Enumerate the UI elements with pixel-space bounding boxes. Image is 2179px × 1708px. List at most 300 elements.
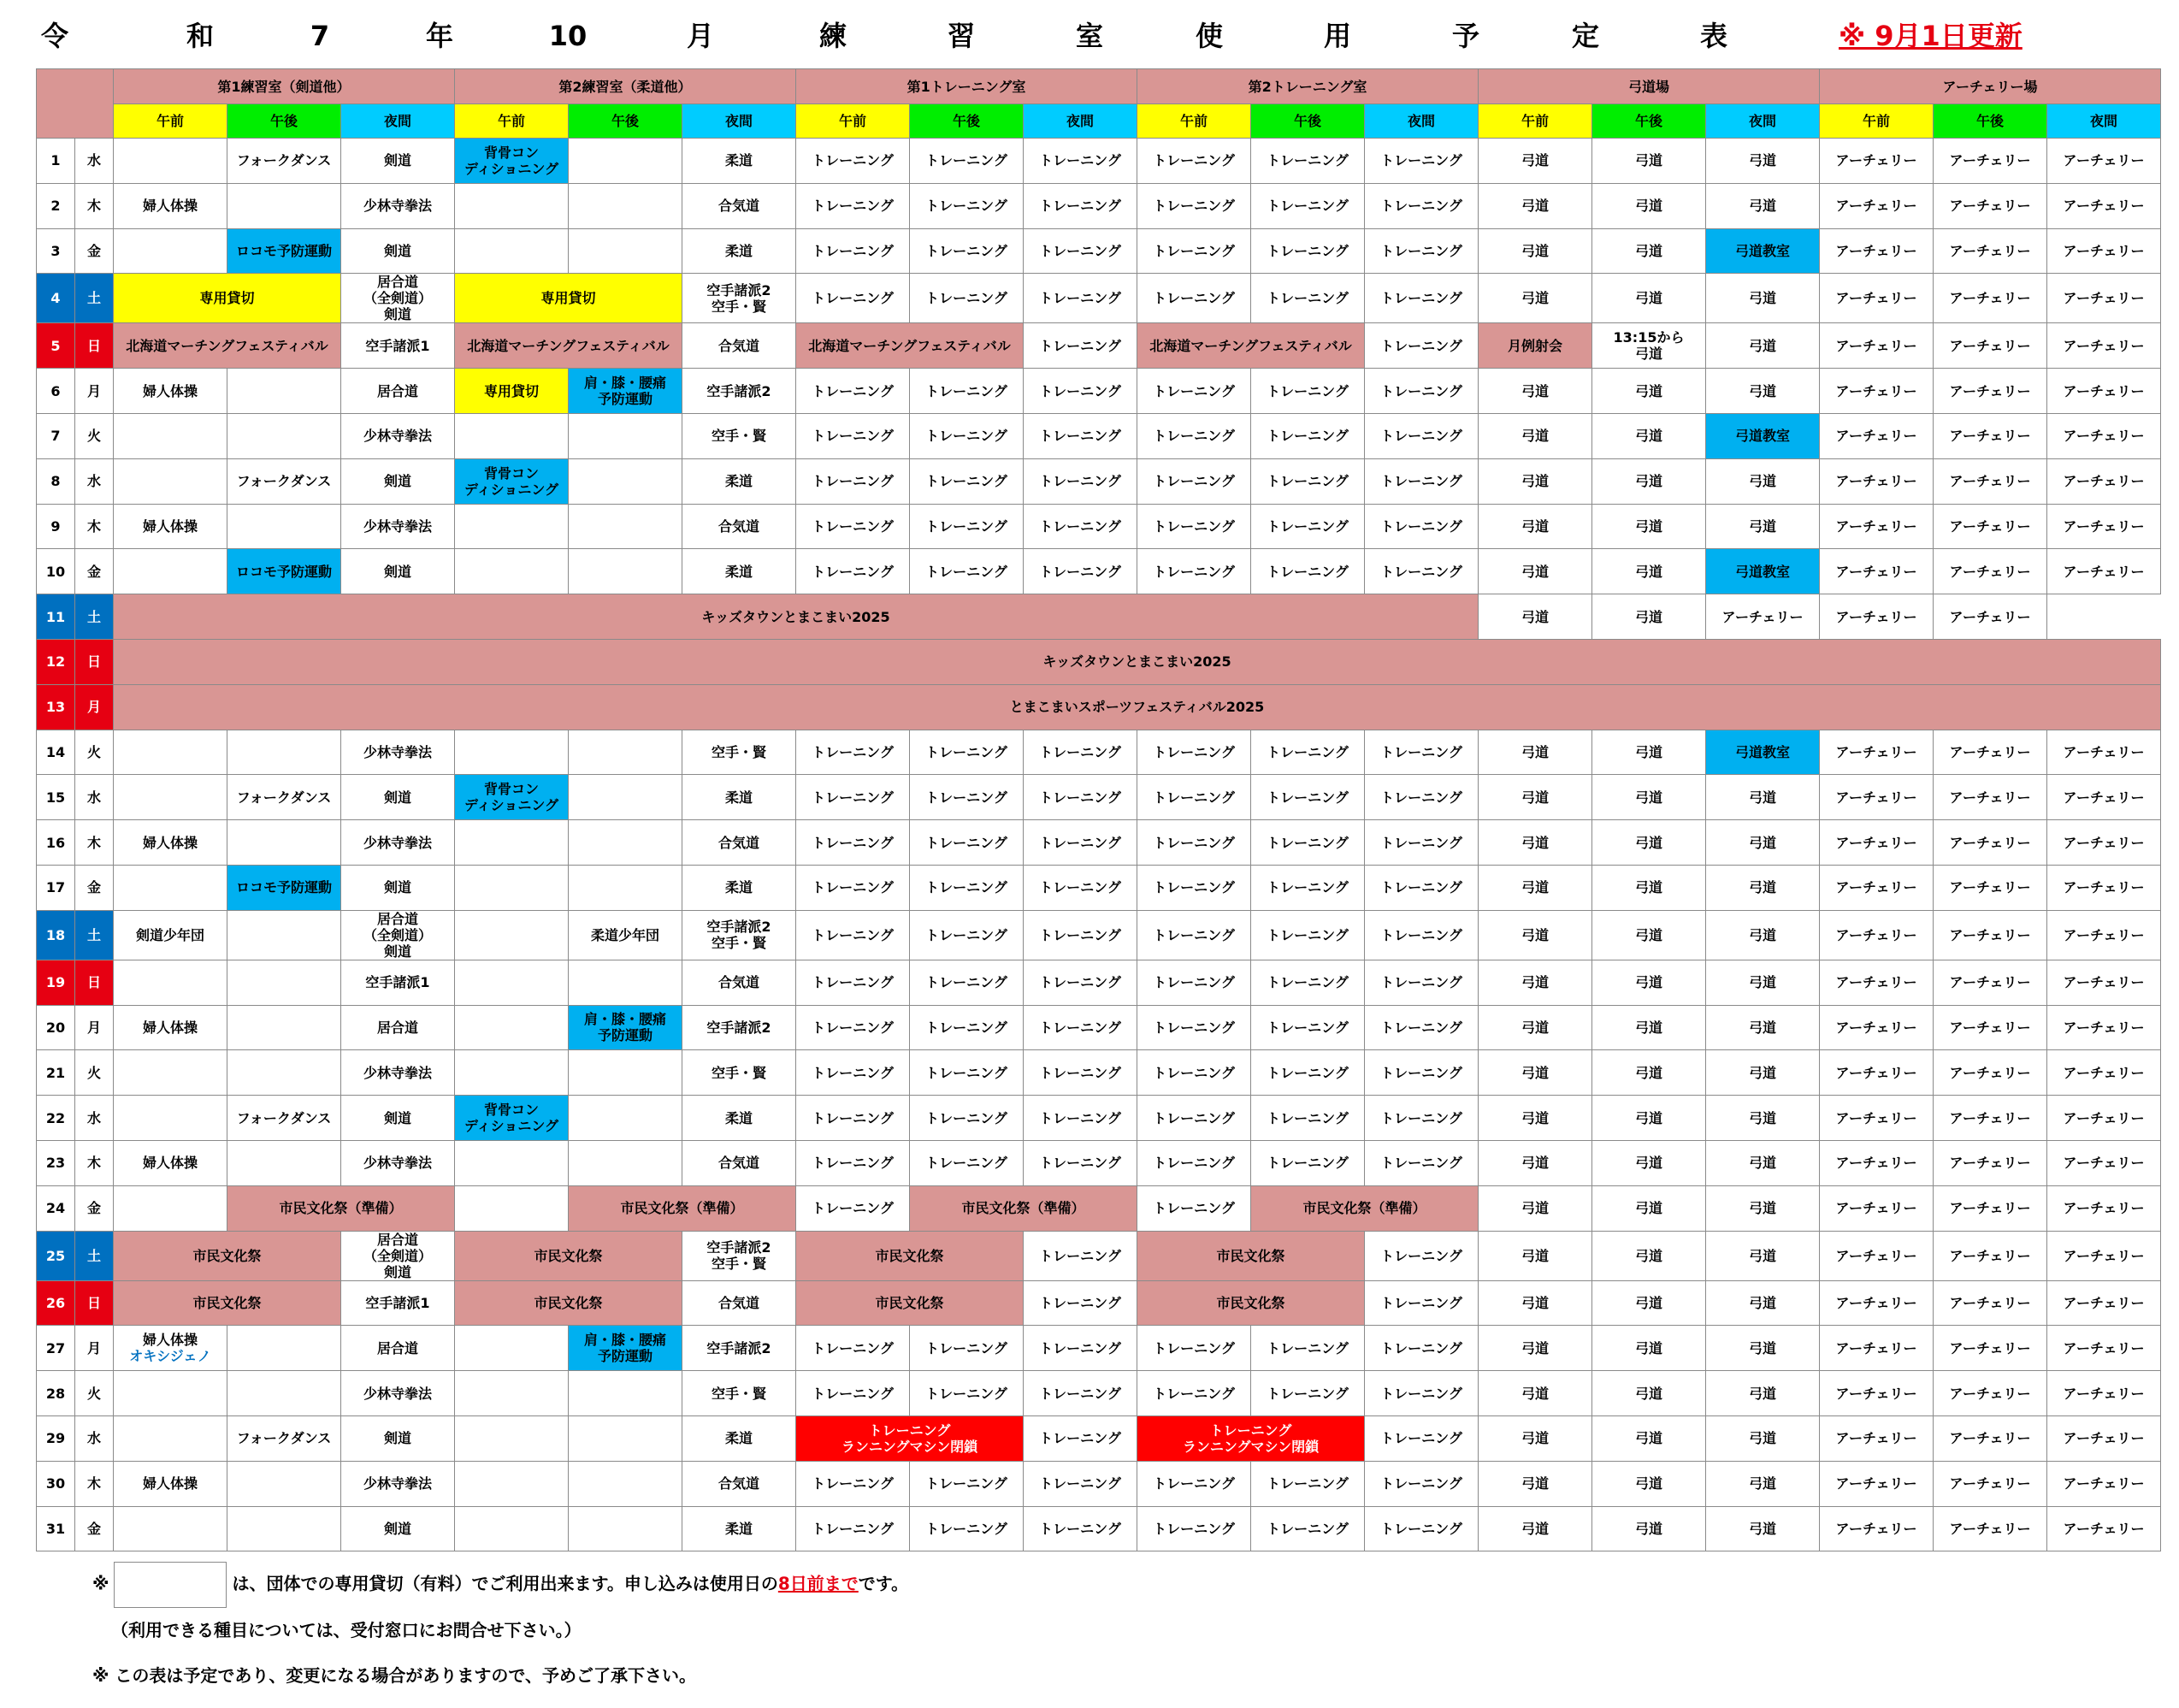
schedule-cell: トレーニング <box>1024 228 1137 274</box>
schedule-cell: 弓道 <box>1592 549 1706 594</box>
schedule-cell <box>114 1050 227 1096</box>
schedule-cell: トレーニング <box>1137 910 1251 960</box>
schedule-cell: トレーニング <box>1024 1280 1137 1326</box>
schedule-cell: 合気道 <box>682 323 796 369</box>
schedule-cell <box>455 228 569 274</box>
schedule-cell: 剣道少年団 <box>114 910 227 960</box>
period-header: 午前 <box>1479 104 1592 139</box>
table-row <box>37 1231 2161 1280</box>
table-row <box>37 1005 2161 1050</box>
table-row <box>37 369 2161 414</box>
schedule-cell: トレーニング <box>1365 323 1479 369</box>
schedule-cell: トレーニング <box>1024 1461 1137 1506</box>
date-cell: 7 <box>37 413 75 458</box>
schedule-cell <box>114 228 227 274</box>
schedule-cell: トレーニング <box>1365 228 1479 274</box>
weekday-cell: 金 <box>75 549 114 594</box>
schedule-cell: アーチェリー <box>2047 1506 2161 1551</box>
schedule-cell: トレーニング <box>1251 139 1365 184</box>
schedule-cell: 北海道マーチングフェスティバル <box>796 323 1024 369</box>
schedule-cell: アーチェリー <box>2047 549 2161 594</box>
schedule-cell: 居合道 （全剣道） 剣道 <box>341 910 455 960</box>
schedule-cell: トレーニング <box>1365 1280 1479 1326</box>
schedule-cell: 弓道 <box>1592 1231 1706 1280</box>
schedule-cell: トレーニング <box>1251 458 1365 504</box>
schedule-cell: トレーニング <box>796 274 910 323</box>
schedule-cell: 弓道 <box>1479 1050 1592 1096</box>
weekday-cell: 土 <box>75 594 114 640</box>
weekday-cell: 金 <box>75 1506 114 1551</box>
schedule-cell: 居合道 （全剣道） 剣道 <box>341 1231 455 1280</box>
schedule-cell: 弓道 <box>1706 1231 1820 1280</box>
schedule-cell: トレーニング <box>1365 1005 1479 1050</box>
schedule-cell: アーチェリー <box>1820 1231 1934 1280</box>
schedule-cell: トレーニング <box>796 1050 910 1096</box>
schedule-cell: アーチェリー <box>2047 1231 2161 1280</box>
table-row <box>37 458 2161 504</box>
schedule-cell: トレーニング <box>910 865 1024 910</box>
schedule-cell: 弓道 <box>1706 1050 1820 1096</box>
schedule-cell: トレーニング <box>796 228 910 274</box>
schedule-cell: 弓道 <box>1479 504 1592 549</box>
schedule-cell: トレーニング <box>1365 1415 1479 1461</box>
period-header: 夜間 <box>1024 104 1137 139</box>
schedule-cell: トレーニング <box>1365 458 1479 504</box>
weekday-cell: 水 <box>75 775 114 820</box>
schedule-cell: トレーニング <box>1365 1461 1479 1506</box>
schedule-cell <box>455 1415 569 1461</box>
schedule-cell: トレーニング <box>1251 1005 1365 1050</box>
schedule-cell <box>455 730 569 775</box>
schedule-cell: トレーニング <box>1365 1096 1479 1141</box>
schedule-cell: トレーニング <box>1251 1461 1365 1506</box>
title-char: 令 <box>40 20 69 52</box>
schedule-cell: 剣道 <box>341 549 455 594</box>
schedule-cell: 弓道 <box>1592 1096 1706 1141</box>
schedule-cell: トレーニング <box>1251 960 1365 1005</box>
schedule-cell: トレーニング <box>910 1096 1024 1141</box>
room-header: 第1練習室（剣道他） <box>114 69 455 104</box>
schedule-cell: トレーニング <box>910 910 1024 960</box>
weekday-cell: 木 <box>75 820 114 866</box>
schedule-cell: アーチェリー <box>1820 1005 1934 1050</box>
schedule-cell: トレーニング <box>1024 960 1137 1005</box>
schedule-cell: 弓道 <box>1479 1506 1592 1551</box>
schedule-cell: トレーニング <box>1365 910 1479 960</box>
schedule-cell <box>227 960 341 1005</box>
schedule-cell: アーチェリー <box>1820 820 1934 866</box>
schedule-cell: トレーニング <box>1365 1506 1479 1551</box>
schedule-cell <box>227 1050 341 1096</box>
schedule-cell: 空手諸派2 空手・賢 <box>682 910 796 960</box>
schedule-cell: アーチェリー <box>1934 1326 2047 1371</box>
schedule-cell: トレーニング <box>1365 1231 1479 1280</box>
schedule-cell <box>227 369 341 414</box>
schedule-cell: トレーニング <box>1137 775 1251 820</box>
schedule-cell: トレーニング <box>1024 458 1137 504</box>
schedule-cell: 合気道 <box>682 1140 796 1185</box>
schedule-cell: 弓道 <box>1706 1005 1820 1050</box>
schedule-cell: アーチェリー <box>2047 1140 2161 1185</box>
date-cell: 2 <box>37 183 75 228</box>
schedule-cell: トレーニング <box>1251 228 1365 274</box>
schedule-cell <box>569 1415 682 1461</box>
schedule-cell: アーチェリー <box>2047 369 2161 414</box>
schedule-cell: アーチェリー <box>1934 775 2047 820</box>
date-cell: 30 <box>37 1461 75 1506</box>
schedule-cell: トレーニング <box>1251 274 1365 323</box>
schedule-cell: トレーニング <box>796 1371 910 1416</box>
schedule-cell: ロコモ予防運動 <box>227 228 341 274</box>
schedule-cell <box>569 183 682 228</box>
table-row <box>37 960 2161 1005</box>
schedule-cell: トレーニング <box>910 183 1024 228</box>
schedule-cell <box>455 183 569 228</box>
schedule-cell <box>569 1461 682 1506</box>
schedule-cell: 柔道 <box>682 1506 796 1551</box>
period-header: 午後 <box>910 104 1024 139</box>
schedule-cell: 弓道 <box>1592 1371 1706 1416</box>
schedule-cell: 弓道 <box>1592 865 1706 910</box>
schedule-cell: アーチェリー <box>1934 865 2047 910</box>
schedule-cell: 少林寺拳法 <box>341 1140 455 1185</box>
schedule-cell: 空手諸派2 空手・賢 <box>682 1231 796 1280</box>
title-char: 表 <box>1699 20 1728 52</box>
schedule-cell: トレーニング <box>796 1185 910 1231</box>
schedule-cell: 柔道 <box>682 228 796 274</box>
period-header-row <box>37 104 2161 139</box>
schedule-cell: ロコモ予防運動 <box>227 865 341 910</box>
schedule-cell: 弓道教室 <box>1706 549 1820 594</box>
schedule-cell: 弓道教室 <box>1706 413 1820 458</box>
schedule-cell: トレーニング <box>1024 1005 1137 1050</box>
schedule-cell <box>455 549 569 594</box>
schedule-cell: トレーニング <box>1251 820 1365 866</box>
charter-legend-box <box>114 1562 227 1608</box>
period-header: 午前 <box>455 104 569 139</box>
schedule-cell: トレーニング <box>1024 274 1137 323</box>
schedule-cell: トレーニング <box>910 413 1024 458</box>
footer-text-a: は、団体での専用貸切（有料）でご利用出来ます。申し込みは使用日の <box>232 1573 778 1594</box>
schedule-cell <box>114 730 227 775</box>
date-cell: 1 <box>37 139 75 184</box>
schedule-cell: キッズタウンとまこまい2025 <box>114 594 1479 640</box>
date-cell: 25 <box>37 1231 75 1280</box>
date-cell: 14 <box>37 730 75 775</box>
schedule-cell: トレーニング <box>1137 730 1251 775</box>
schedule-cell: 市民文化祭 <box>114 1231 341 1280</box>
schedule-cell <box>455 1506 569 1551</box>
weekday-cell: 水 <box>75 139 114 184</box>
schedule-cell: 空手諸派2 空手・賢 <box>682 274 796 323</box>
schedule-cell: トレーニング <box>910 960 1024 1005</box>
schedule-cell: トレーニング <box>1024 323 1137 369</box>
schedule-cell: 弓道 <box>1479 549 1592 594</box>
schedule-cell: トレーニング <box>796 1096 910 1141</box>
schedule-cell: アーチェリー <box>1820 274 1934 323</box>
schedule-cell: 弓道教室 <box>1706 228 1820 274</box>
schedule-cell: アーチェリー <box>1820 1185 1934 1231</box>
schedule-cell: アーチェリー <box>1820 183 1934 228</box>
schedule-cell <box>227 730 341 775</box>
weekday-cell: 金 <box>75 865 114 910</box>
schedule-cell: トレーニング <box>1024 1415 1137 1461</box>
date-cell: 18 <box>37 910 75 960</box>
schedule-cell: 弓道 <box>1592 413 1706 458</box>
schedule-cell: 弓道 <box>1706 1096 1820 1141</box>
date-cell: 28 <box>37 1371 75 1416</box>
schedule-cell: アーチェリー <box>1934 1005 2047 1050</box>
schedule-cell: アーチェリー <box>1934 139 2047 184</box>
schedule-cell <box>455 1050 569 1096</box>
schedule-cell: トレーニング <box>796 1506 910 1551</box>
schedule-cell: アーチェリー <box>1934 1506 2047 1551</box>
schedule-cell: アーチェリー <box>1934 183 2047 228</box>
schedule-cell: トレーニング <box>796 730 910 775</box>
table-row <box>37 1326 2161 1371</box>
schedule-cell: アーチェリー <box>1820 730 1934 775</box>
schedule-cell: トレーニング <box>1024 1096 1137 1141</box>
schedule-cell: アーチェリー <box>1934 1415 2047 1461</box>
schedule-cell: トレーニング <box>796 775 910 820</box>
table-row <box>37 594 2161 640</box>
weekday-cell: 火 <box>75 1371 114 1416</box>
schedule-cell: 弓道 <box>1706 1461 1820 1506</box>
schedule-cell: 少林寺拳法 <box>341 504 455 549</box>
schedule-cell: 剣道 <box>341 1096 455 1141</box>
date-cell: 8 <box>37 458 75 504</box>
schedule-cell: フォークダンス <box>227 458 341 504</box>
schedule-cell: トレーニング <box>1251 1506 1365 1551</box>
schedule-cell: アーチェリー <box>2047 458 2161 504</box>
schedule-cell: 弓道 <box>1479 1415 1592 1461</box>
schedule-cell: アーチェリー <box>1820 504 1934 549</box>
schedule-cell: 少林寺拳法 <box>341 1050 455 1096</box>
schedule-cell: トレーニング <box>1137 413 1251 458</box>
schedule-cell: アーチェリー <box>2047 323 2161 369</box>
schedule-cell: トレーニング <box>1251 1371 1365 1416</box>
schedule-cell: アーチェリー <box>1934 1280 2047 1326</box>
schedule-cell: トレーニング <box>1365 413 1479 458</box>
period-header: 夜間 <box>1365 104 1479 139</box>
schedule-cell: 弓道 <box>1706 458 1820 504</box>
schedule-cell: 婦人体操 <box>114 183 227 228</box>
period-header: 午後 <box>1251 104 1365 139</box>
schedule-cell: 弓道 <box>1592 1461 1706 1506</box>
schedule-cell: トレーニング <box>1365 730 1479 775</box>
schedule-cell: トレーニング <box>1137 1140 1251 1185</box>
schedule-cell <box>569 1506 682 1551</box>
date-cell: 13 <box>37 684 75 730</box>
schedule-cell: トレーニング <box>1137 228 1251 274</box>
schedule-cell: トレーニング <box>1137 1326 1251 1371</box>
schedule-cell: 弓道 <box>1592 369 1706 414</box>
schedule-cell <box>455 1461 569 1506</box>
schedule-cell <box>227 1506 341 1551</box>
schedule-cell: 少林寺拳法 <box>341 413 455 458</box>
schedule-cell: 弓道 <box>1592 139 1706 184</box>
schedule-cell: 柔道 <box>682 549 796 594</box>
schedule-cell: 空手諸派1 <box>341 960 455 1005</box>
schedule-cell <box>569 228 682 274</box>
schedule-cell <box>569 730 682 775</box>
period-header: 夜間 <box>2047 104 2161 139</box>
schedule-cell: 弓道 <box>1706 504 1820 549</box>
schedule-cell <box>569 1096 682 1141</box>
schedule-cell: 弓道 <box>1706 323 1820 369</box>
schedule-cell <box>569 458 682 504</box>
schedule-cell: 空手・賢 <box>682 730 796 775</box>
weekday-cell: 日 <box>75 960 114 1005</box>
title-char: 年 <box>425 20 454 52</box>
weekday-cell: 日 <box>75 1280 114 1326</box>
schedule-cell: トレーニング <box>910 549 1024 594</box>
period-header: 午前 <box>796 104 910 139</box>
schedule-cell: 弓道 <box>1706 820 1820 866</box>
schedule-cell <box>114 139 227 184</box>
schedule-cell: フォークダンス <box>227 775 341 820</box>
schedule-cell: トレーニング <box>796 183 910 228</box>
table-row <box>37 549 2161 594</box>
schedule-cell: 専用貸切 <box>114 274 341 323</box>
schedule-cell: 弓道 <box>1706 1185 1820 1231</box>
schedule-cell: フォークダンス <box>227 1096 341 1141</box>
period-header: 夜間 <box>341 104 455 139</box>
schedule-cell: 北海道マーチングフェスティバル <box>455 323 682 369</box>
weekday-cell: 月 <box>75 369 114 414</box>
table-row <box>37 1140 2161 1185</box>
table-row <box>37 139 2161 184</box>
schedule-cell: 合気道 <box>682 1461 796 1506</box>
weekday-cell: 月 <box>75 684 114 730</box>
schedule-cell: トレーニング <box>910 820 1024 866</box>
schedule-cell: 市民文化祭 <box>1137 1231 1365 1280</box>
schedule-cell: 剣道 <box>341 1415 455 1461</box>
schedule-cell: トレーニング <box>1251 1096 1365 1141</box>
schedule-cell <box>455 413 569 458</box>
date-cell: 10 <box>37 549 75 594</box>
schedule-cell <box>455 1140 569 1185</box>
schedule-cell <box>114 1185 227 1231</box>
schedule-cell: 市民文化祭 <box>796 1280 1024 1326</box>
schedule-table <box>36 68 2161 1551</box>
room-header: 弓道場 <box>1479 69 1820 104</box>
schedule-cell: 専用貸切 <box>455 274 682 323</box>
update-note: ※ 9月1日更新 <box>1839 20 2023 52</box>
weekday-cell: 日 <box>75 639 114 684</box>
schedule-cell: アーチェリー <box>1820 960 1934 1005</box>
schedule-cell: 婦人体操 <box>114 1005 227 1050</box>
schedule-cell: トレーニング <box>1137 1371 1251 1416</box>
weekday-cell: 土 <box>75 274 114 323</box>
page-title <box>38 12 2005 60</box>
schedule-cell: トレーニング <box>910 1140 1024 1185</box>
date-cell: 11 <box>37 594 75 640</box>
schedule-cell: 弓道 <box>1479 369 1592 414</box>
schedule-cell: トレーニング <box>1365 1050 1479 1096</box>
weekday-cell: 金 <box>75 1185 114 1231</box>
schedule-cell: 肩・膝・腰痛 予防運動 <box>569 369 682 414</box>
table-row <box>37 1506 2161 1551</box>
schedule-cell: トレーニング <box>1024 865 1137 910</box>
table-row <box>37 228 2161 274</box>
schedule-cell: トレーニング <box>1365 1371 1479 1416</box>
date-cell: 9 <box>37 504 75 549</box>
schedule-cell: トレーニング <box>910 1005 1024 1050</box>
date-cell: 3 <box>37 228 75 274</box>
weekday-cell: 水 <box>75 1415 114 1461</box>
schedule-cell: 弓道 <box>1479 1461 1592 1506</box>
schedule-cell: 柔道 <box>682 775 796 820</box>
schedule-cell: キッズタウンとまこまい2025 <box>114 639 2161 684</box>
schedule-cell: 柔道 <box>682 139 796 184</box>
date-cell: 19 <box>37 960 75 1005</box>
schedule-cell: 弓道 <box>1706 910 1820 960</box>
schedule-cell: 婦人体操 <box>114 369 227 414</box>
date-cell: 12 <box>37 639 75 684</box>
period-header: 午後 <box>1934 104 2047 139</box>
table-row <box>37 1415 2161 1461</box>
schedule-cell: 居合道 （全剣道） 剣道 <box>341 274 455 323</box>
schedule-cell: アーチェリー <box>1820 228 1934 274</box>
schedule-cell: 北海道マーチングフェスティバル <box>1137 323 1365 369</box>
schedule-cell: トレーニング <box>1024 910 1137 960</box>
schedule-cell: トレーニング <box>1024 1371 1137 1416</box>
schedule-cell: アーチェリー <box>2047 1326 2161 1371</box>
schedule-cell: 弓道 <box>1479 865 1592 910</box>
date-cell: 23 <box>37 1140 75 1185</box>
schedule-cell: トレーニング <box>1137 504 1251 549</box>
schedule-cell: 弓道 <box>1479 1140 1592 1185</box>
schedule-cell: トレーニング <box>910 1371 1024 1416</box>
title-char: 和 <box>186 20 215 52</box>
schedule-cell: 弓道 <box>1592 183 1706 228</box>
schedule-cell: 空手・賢 <box>682 413 796 458</box>
schedule-cell <box>455 910 569 960</box>
schedule-cell: トレーニング <box>910 369 1024 414</box>
schedule-cell: 柔道 <box>682 865 796 910</box>
date-cell: 29 <box>37 1415 75 1461</box>
schedule-cell: 弓道 <box>1706 1140 1820 1185</box>
schedule-cell: トレーニング <box>1365 504 1479 549</box>
schedule-cell <box>114 1371 227 1416</box>
schedule-cell: 弓道 <box>1592 730 1706 775</box>
period-header: 午前 <box>114 104 227 139</box>
room-header: 第2練習室（柔道他） <box>455 69 796 104</box>
schedule-cell: アーチェリー <box>1934 1461 2047 1506</box>
schedule-cell: アーチェリー <box>1934 323 2047 369</box>
schedule-cell: トレーニング <box>1137 369 1251 414</box>
footer-note-2: （利用できる種目については、受付窓口にお問合せ下さい。） <box>111 1620 582 1640</box>
schedule-cell: 弓道 <box>1706 1326 1820 1371</box>
schedule-cell: 婦人体操 オキシジェノ <box>114 1326 227 1371</box>
schedule-cell: 弓道 <box>1592 1506 1706 1551</box>
schedule-cell: 弓道 <box>1479 1096 1592 1141</box>
schedule-cell: トレーニング <box>1137 1050 1251 1096</box>
schedule-cell: 合気道 <box>682 504 796 549</box>
schedule-cell: アーチェリー <box>1934 1231 2047 1280</box>
schedule-cell: トレーニング <box>1137 1461 1251 1506</box>
schedule-cell <box>455 1185 569 1231</box>
schedule-cell: 剣道 <box>341 458 455 504</box>
room-header-row <box>37 69 2161 104</box>
table-row <box>37 684 2161 730</box>
schedule-cell: トレーニング <box>1024 730 1137 775</box>
schedule-cell: トレーニング <box>796 504 910 549</box>
schedule-cell: アーチェリー <box>2047 1371 2161 1416</box>
weekday-cell: 木 <box>75 1461 114 1506</box>
schedule-cell: アーチェリー <box>1934 730 2047 775</box>
